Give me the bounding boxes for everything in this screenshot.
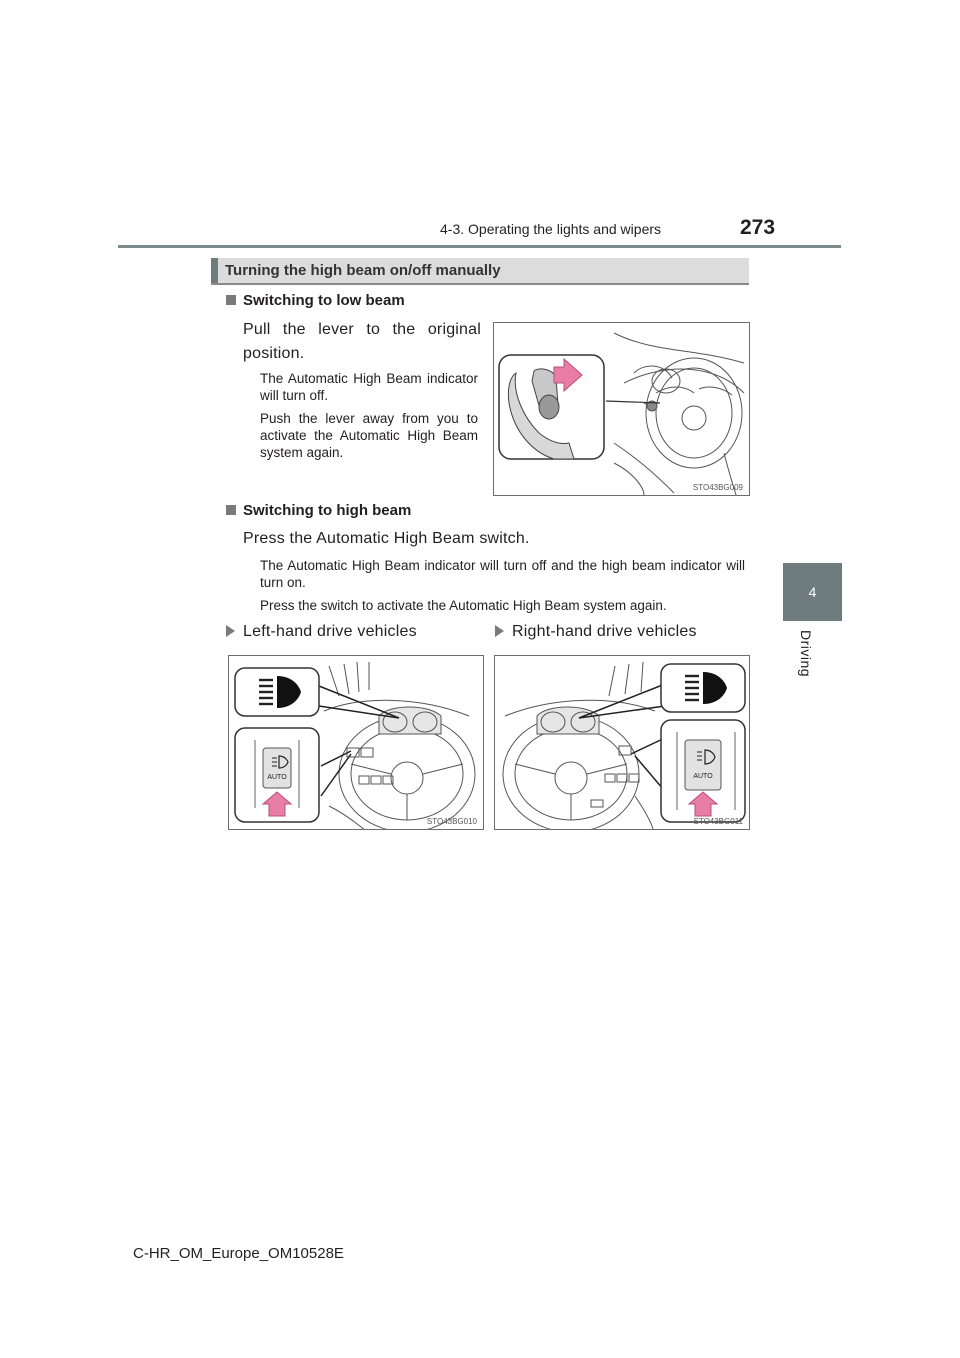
section-heading: Turning the high beam on/off manually	[225, 262, 501, 279]
square-bullet-icon	[226, 505, 236, 515]
high-beam-heading	[226, 502, 411, 519]
right-hand-drive-figure	[494, 655, 750, 830]
left-hand-drive-figure	[228, 655, 484, 830]
square-bullet-icon	[226, 295, 236, 305]
chapter-tab: 4	[783, 563, 842, 621]
right-hand-drive-figure-code: STO43BG011	[693, 817, 743, 826]
lever-illustration	[494, 323, 749, 495]
lever-figure	[493, 322, 750, 496]
section-heading-bar	[211, 258, 749, 285]
right-hand-drive-label	[495, 620, 697, 644]
chapter-label: Driving	[798, 630, 814, 678]
section-heading-stripe	[211, 258, 218, 283]
left-hand-drive-figure-code: STO43BG010	[426, 817, 477, 826]
right-hand-drive-illustration	[495, 656, 749, 829]
low-beam-note-1: The Automatic High Beam indicator will turn off.	[260, 371, 478, 403]
triangle-bullet-icon	[495, 625, 504, 637]
high-beam-instruction: Press the Automatic High Beam switch.	[243, 530, 530, 547]
right-hand-drive-label-text: Right-hand drive vehicles	[512, 623, 697, 640]
auto-switch-label: AUTO	[267, 774, 287, 781]
running-header-title: 4-3. Operating the lights and wipers	[440, 221, 662, 237]
low-beam-heading	[226, 292, 405, 309]
low-beam-note-2: Push the lever away from you to activate the Automatic High Beam system again.	[260, 411, 478, 460]
left-hand-drive-label-text: Left-hand drive vehicles	[243, 623, 417, 640]
footer-document-code: C-HR_OM_Europe_OM10528E	[133, 1245, 344, 1262]
triangle-bullet-icon	[226, 625, 235, 637]
auto-switch-label: AUTO	[693, 773, 713, 780]
high-beam-note-2: Press the switch to activate the Automatic High Beam system again.	[260, 598, 667, 613]
high-beam-note-1: The Automatic High Beam indicator will turn off and the high beam indicator will turn on.	[260, 558, 745, 590]
low-beam-heading-text: Switching to low beam	[243, 292, 405, 309]
left-hand-drive-label	[226, 620, 417, 644]
lever-figure-code: STO43BG009	[692, 483, 743, 492]
header-rule	[118, 245, 841, 248]
low-beam-instruction: Pull the lever to the original position.	[243, 321, 481, 362]
left-hand-drive-illustration	[229, 656, 483, 829]
high-beam-heading-text: Switching to high beam	[243, 502, 412, 519]
page-number: 273	[740, 216, 776, 239]
